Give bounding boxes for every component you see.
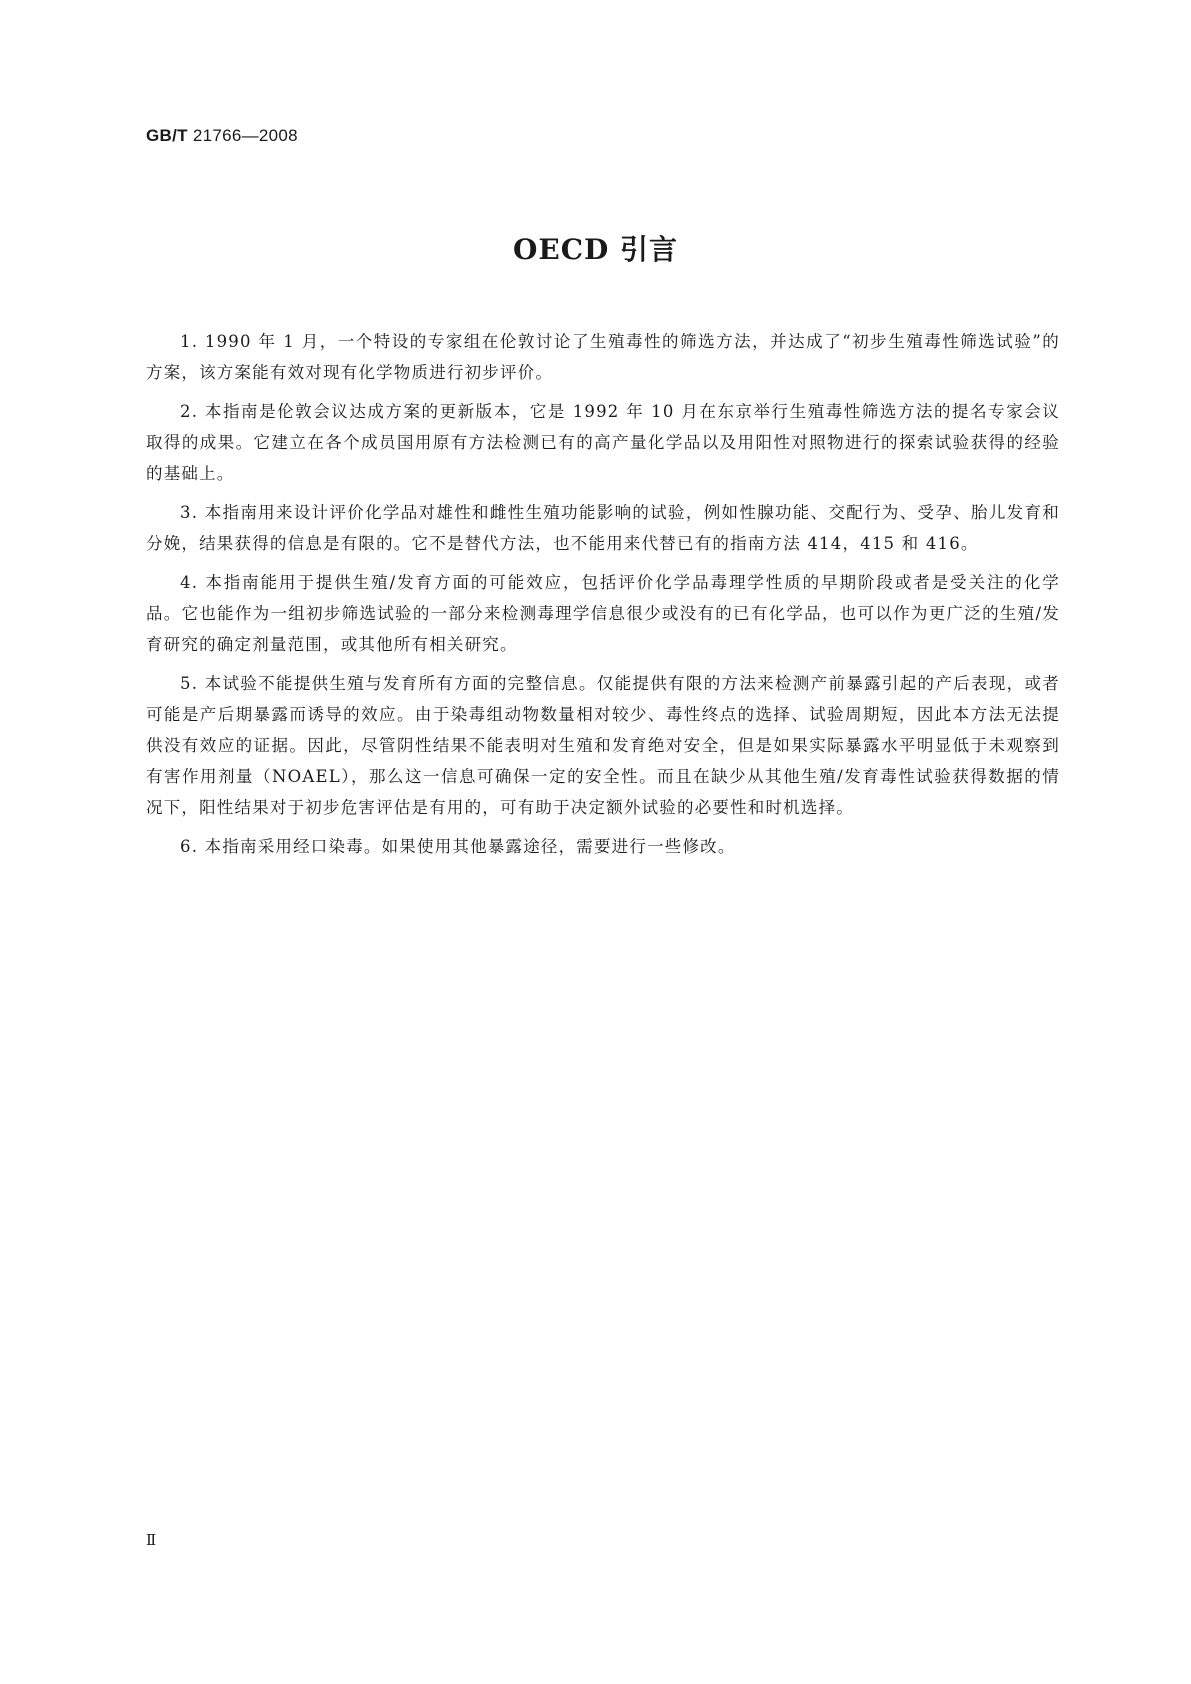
page-title: OECD 引言 [512,233,679,266]
document-code [146,126,298,146]
paragraph-5: 5. 本试验不能提供生殖与发育所有方面的完整信息。仅能提供有限的方法来检测产前暴露引起的产后表现，或者可能是产后期暴露而诱导的效应。由于染毒组动物数量相对较少、毒性终点的选择、试验周期短，因此本方法无法提供没有效应的证据。因此，尽管阴性结果不能表明对生殖和发育绝对安全，但是如果实际暴露水平明显低于未观察到有害作用剂量（NOAEL），那么这一信息可确保一定的安全性。而且在缺少从其他生殖/发育毒性试验获得数据的情况下，阳性结果对于初步危害评估是有用的，可有助于决定额外试验的必要性和时机选择。 [146,674,1060,817]
paragraph-6: 6. 本指南采用经口染毒。如果使用其他暴露途径，需要进行一些修改。 [180,837,736,856]
paragraph-1: 1. 1990 年 1 月，一个特设的专家组在伦敦讨论了生殖毒性的筛选方法，并达成了“初步生殖毒性筛选试验”的方案，该方案能有效对现有化学物质进行初步评价。 [146,332,1060,382]
paragraph-3: 3. 本指南用来设计评价化学品对雄性和雌性生殖功能影响的试验，例如性腺功能、交配行为、受孕、胎儿发育和分娩，结果获得的信息是有限的。它不是替代方法，也不能用来代替已有的指南方法 414，415 和 416。 [146,503,1060,553]
page-number: Ⅱ [146,1531,157,1549]
standard-number: 21766—2008 [192,126,298,145]
paragraph-2: 2. 本指南是伦敦会议达成方案的更新版本，它是 1992 年 10 月在东京举行生殖毒性筛选方法的提名专家会议取得的成果。它建立在各个成员国用原有方法检测已有的高产量化学品以及用阳性对照物进行的探索试验获得的经验的基础上。 [146,402,1060,483]
paragraph-4: 4. 本指南能用于提供生殖/发育方面的可能效应，包括评价化学品毒理学性质的早期阶段或者是受关注的化学品。它也能作为一组初步筛选试验的一部分来检测毒理学信息很少或没有的已有化学品，也可以作为更广泛的生殖/发育研究的确定剂量范围，或其他所有相关研究。 [146,573,1060,654]
body-content [146,326,1060,870]
standard-prefix: GB/T [146,126,188,145]
